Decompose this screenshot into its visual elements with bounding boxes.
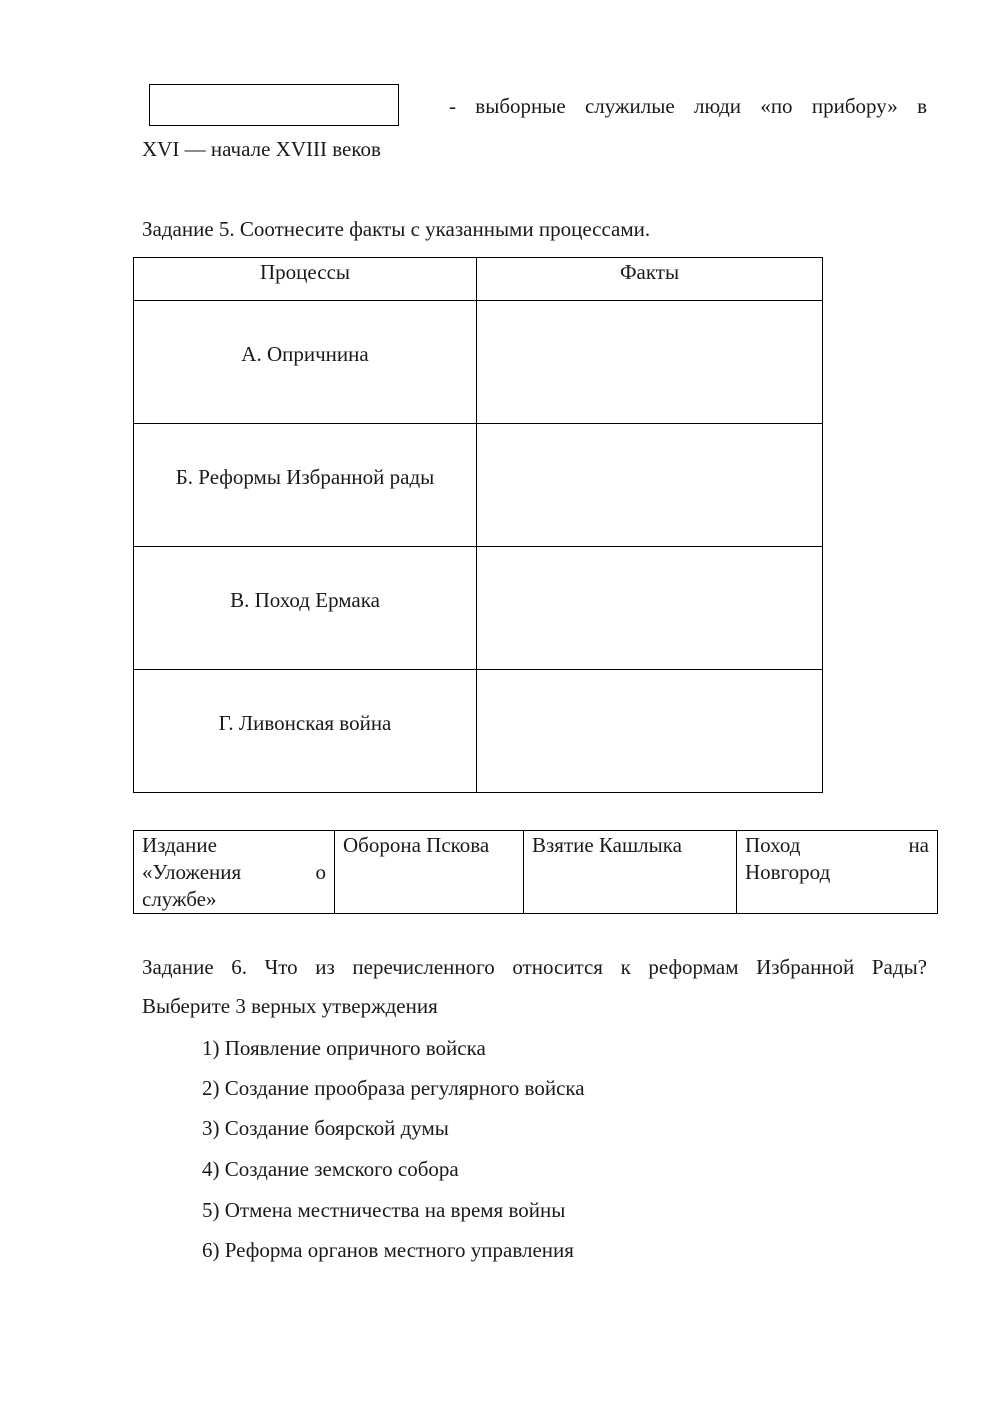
- fact-item-pskov[interactable]: [335, 831, 524, 914]
- matching-table: [133, 257, 823, 793]
- process-d-cell: [134, 670, 477, 793]
- fact-item-ulozhenie-l3: службе»: [142, 887, 217, 911]
- fact-item-novgorod[interactable]: [737, 831, 938, 914]
- task6-option-1[interactable]: 1) Появление опричного войска: [202, 1036, 486, 1060]
- fact-item-ulozhenie[interactable]: [134, 831, 335, 914]
- fact-item-kashlyk[interactable]: [524, 831, 737, 914]
- task5-title: Задание 5. Соотнесите факты с указанными процессами.: [142, 217, 651, 241]
- task6-question-line2: Выберите 3 верных утверждения: [142, 994, 438, 1018]
- fact-drop-cell-a[interactable]: [477, 301, 823, 424]
- definition-text-line2: XVI — начале XVIII веков: [142, 137, 381, 161]
- processes-header: Процессы: [134, 258, 477, 301]
- fact-drop-cell-c[interactable]: [477, 547, 823, 670]
- process-a-cell: [134, 301, 477, 424]
- fact-drop-cell-d[interactable]: [477, 670, 823, 793]
- process-a: А. Опричнина: [241, 341, 369, 366]
- fact-item-novgorod-l2: Новгород: [745, 860, 831, 884]
- facts-bank-table: [133, 830, 938, 914]
- facts-header: Факты: [477, 258, 823, 301]
- process-b: Б. Реформы Избранной рады: [175, 464, 435, 489]
- process-c-cell: [134, 547, 477, 670]
- fact-item-ulozhenie-l1: Издание: [142, 833, 217, 857]
- task6-option-5[interactable]: 5) Отмена местничества на время войны: [202, 1198, 566, 1222]
- fact-item-kashlyk-label: Взятие Кашлыка: [532, 833, 682, 857]
- definition-text-line1: - выборные служилые люди «по прибору» в: [449, 94, 927, 118]
- task6-question-line1: Задание 6. Что из перечисленного относится к реформам Избранной Рады?: [142, 955, 927, 979]
- fact-item-ulozhenie-l2: «Уложения о: [142, 860, 326, 884]
- fact-item-pskov-label: Оборона Пскова: [343, 833, 490, 857]
- fact-item-novgorod-l1: Поход на: [745, 833, 929, 857]
- process-d: Г. Ливонская война: [218, 710, 392, 735]
- process-c: В. Поход Ермака: [230, 587, 380, 612]
- process-b-cell: [134, 424, 477, 547]
- answer-input-box[interactable]: [149, 84, 399, 126]
- task6-option-4[interactable]: 4) Создание земского собора: [202, 1157, 459, 1181]
- task6-option-2[interactable]: 2) Создание прообраза регулярного войска: [202, 1076, 585, 1100]
- task6-option-6[interactable]: 6) Реформа органов местного управления: [202, 1238, 574, 1262]
- task6-option-3[interactable]: 3) Создание боярской думы: [202, 1116, 449, 1140]
- fact-drop-cell-b[interactable]: [477, 424, 823, 547]
